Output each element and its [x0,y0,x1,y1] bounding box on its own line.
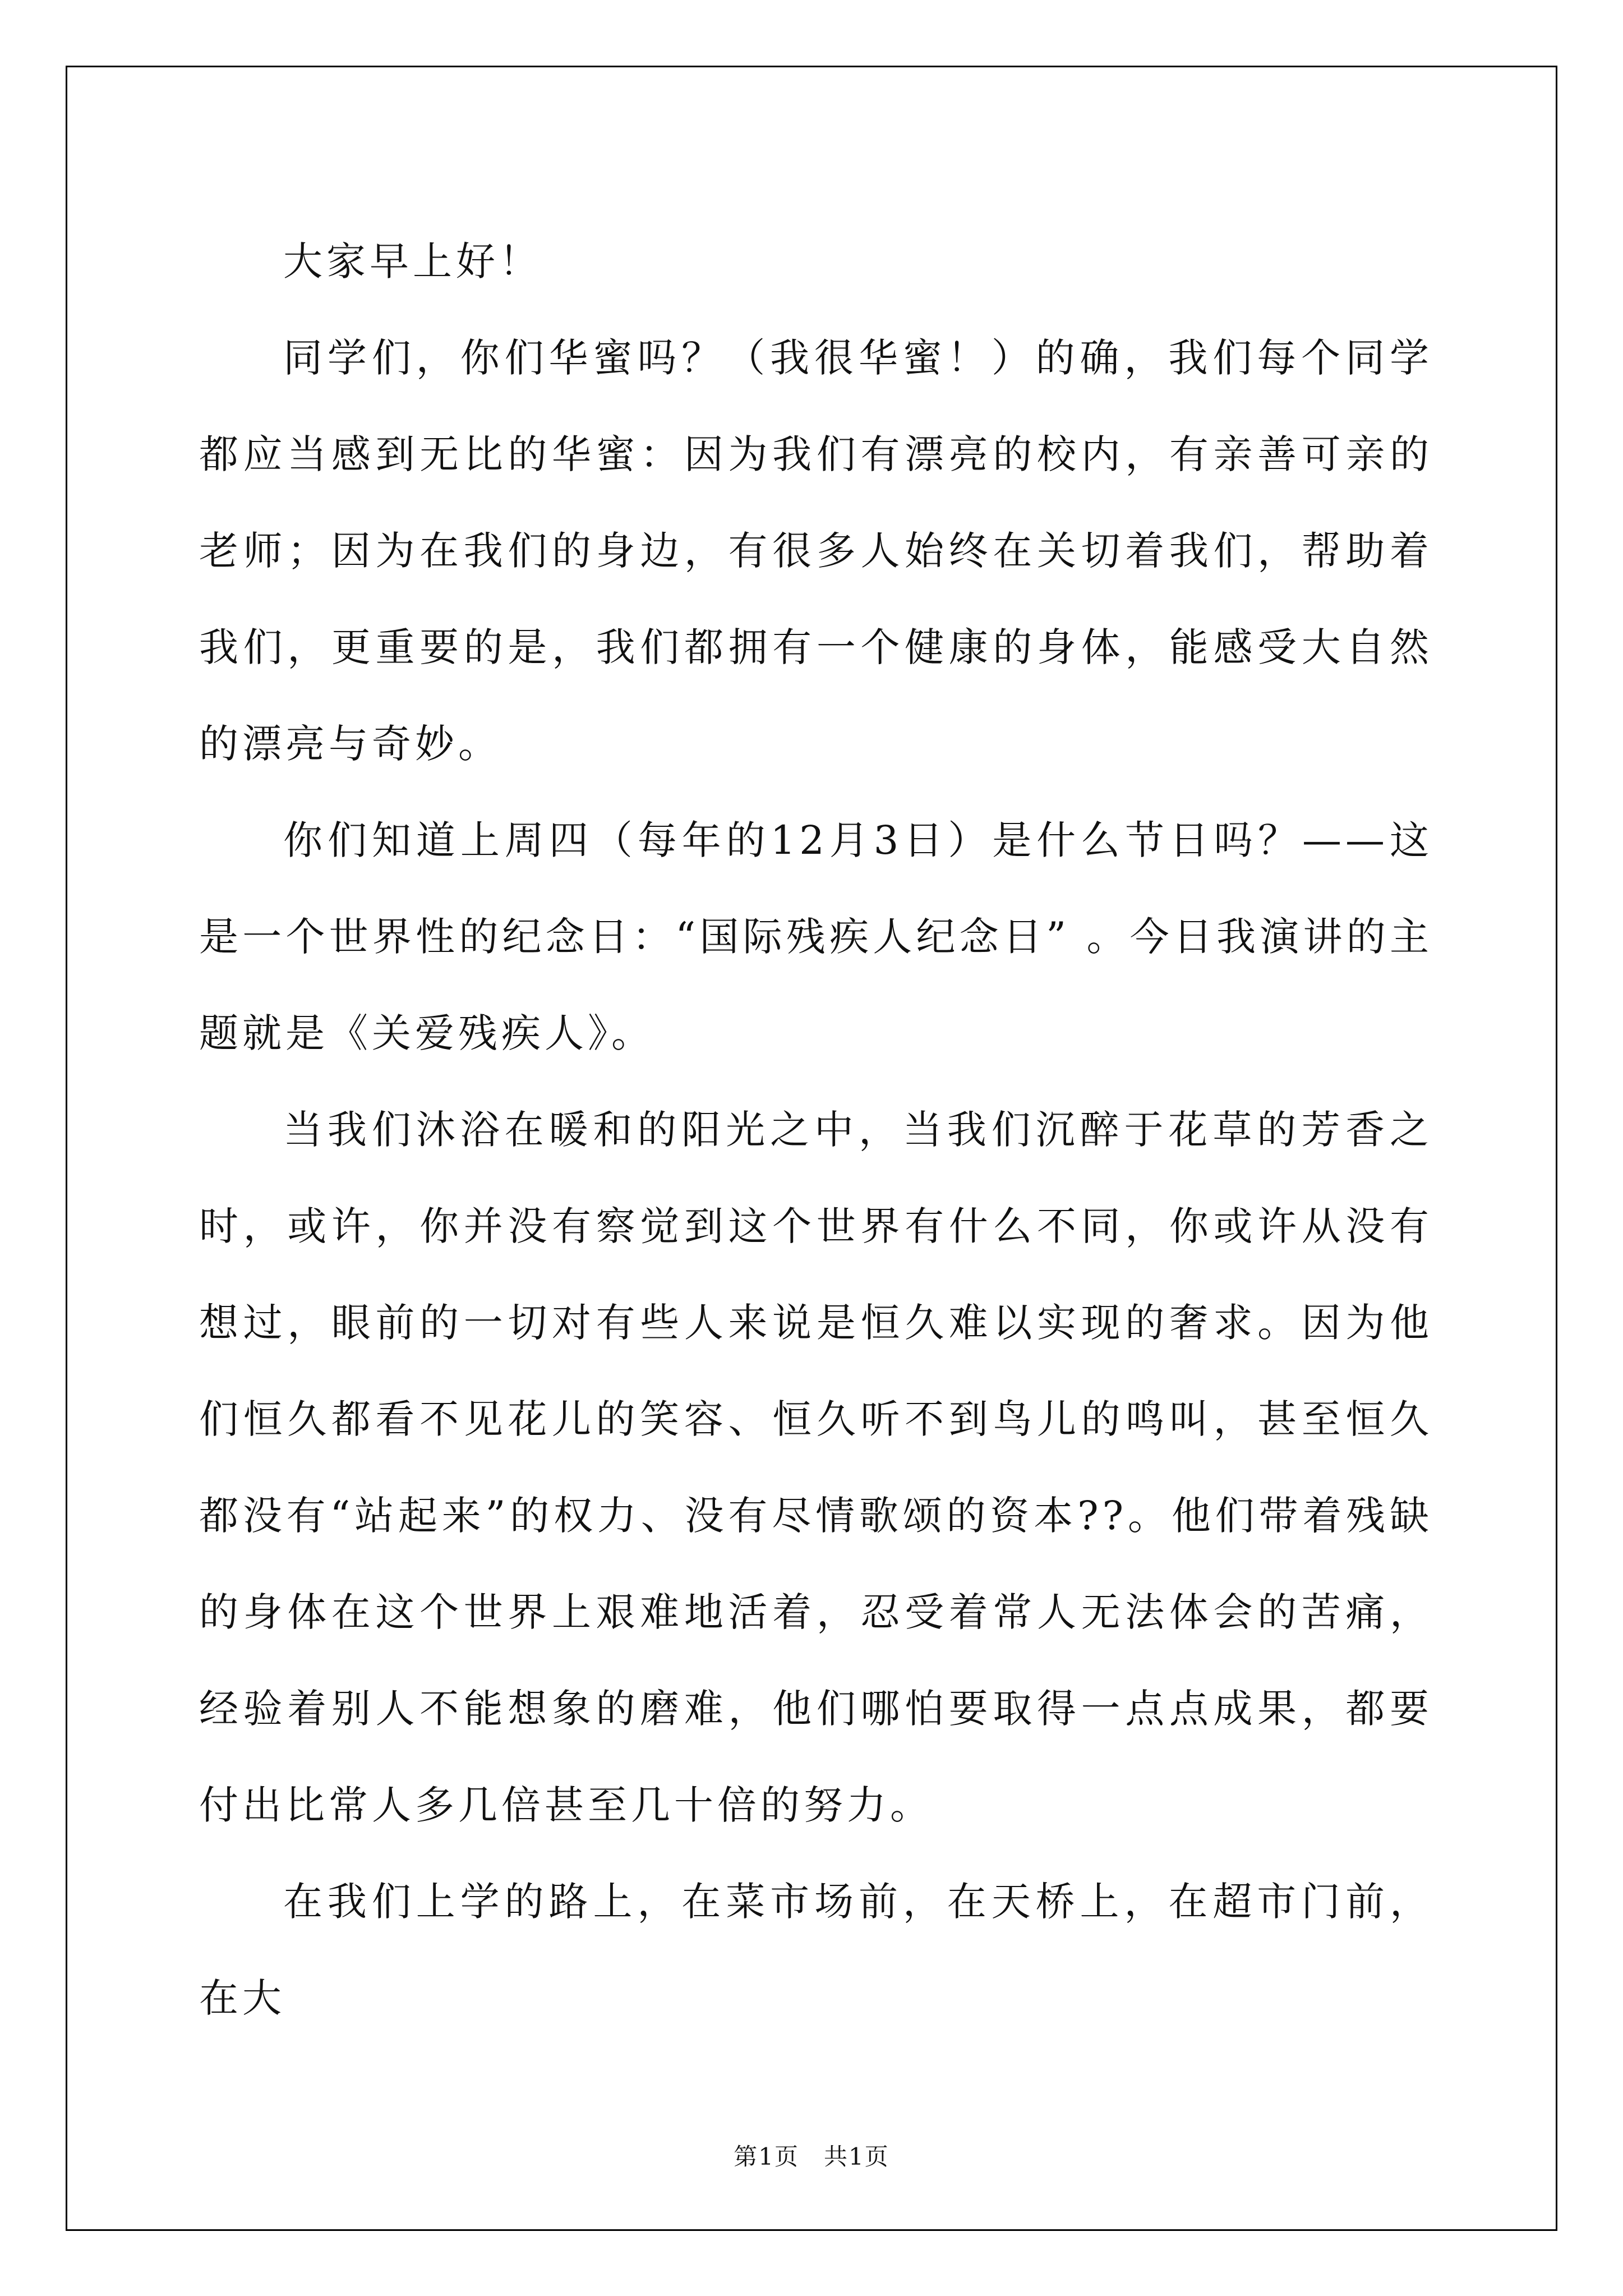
page-footer: 第1页 共1页 [734,2143,889,2170]
document-body [199,213,1433,2046]
paragraph-disability-day: 你们知道上周四（每年的12月3日）是什么节日吗？——这是一个世界性的纪念日：“国际残疾人纪念日” 。今日我演讲的主题就是《关爱残疾人》。 [199,817,1433,1056]
paragraph-on-the-way: 在我们上学的路上，在菜市场前，在天桥上，在超市门前，在大 [199,1879,1433,2021]
paragraph-sunshine: 当我们沐浴在暖和的阳光之中，当我们沉醉于花草的芳香之时，或许，你并没有察觉到这个世界有什么不同，你或许从没有想过，眼前的一切对有些人来说是恒久难以实现的奢求。因为他们恒久都看不见花儿的笑容、恒久听不到鸟儿的鸣叫，甚至恒久都没有“站起来”的权力、没有尽情歌颂的资本??。他们带着残缺的身体在这个世界上艰难地活着，忍受着常人无法体会的苦痛，经验着别人不能想象的磨难，他们哪怕要取得一点点成果，都要付出比常人多几倍甚至几十倍的努力。 [199,1107,1433,1828]
paragraph-greeting: 大家早上好！ [283,238,542,284]
paragraph-happiness: 同学们，你们华蜜吗？（我很华蜜！）的确，我们每个同学都应当感到无比的华蜜：因为我们有漂亮的校内，有亲善可亲的老师；因为在我们的身边，有很多人始终在关切着我们，帮助着我们，更重要的是，我们都拥有一个健康的身体，能感受大自然的漂亮与奇妙。 [199,335,1433,767]
